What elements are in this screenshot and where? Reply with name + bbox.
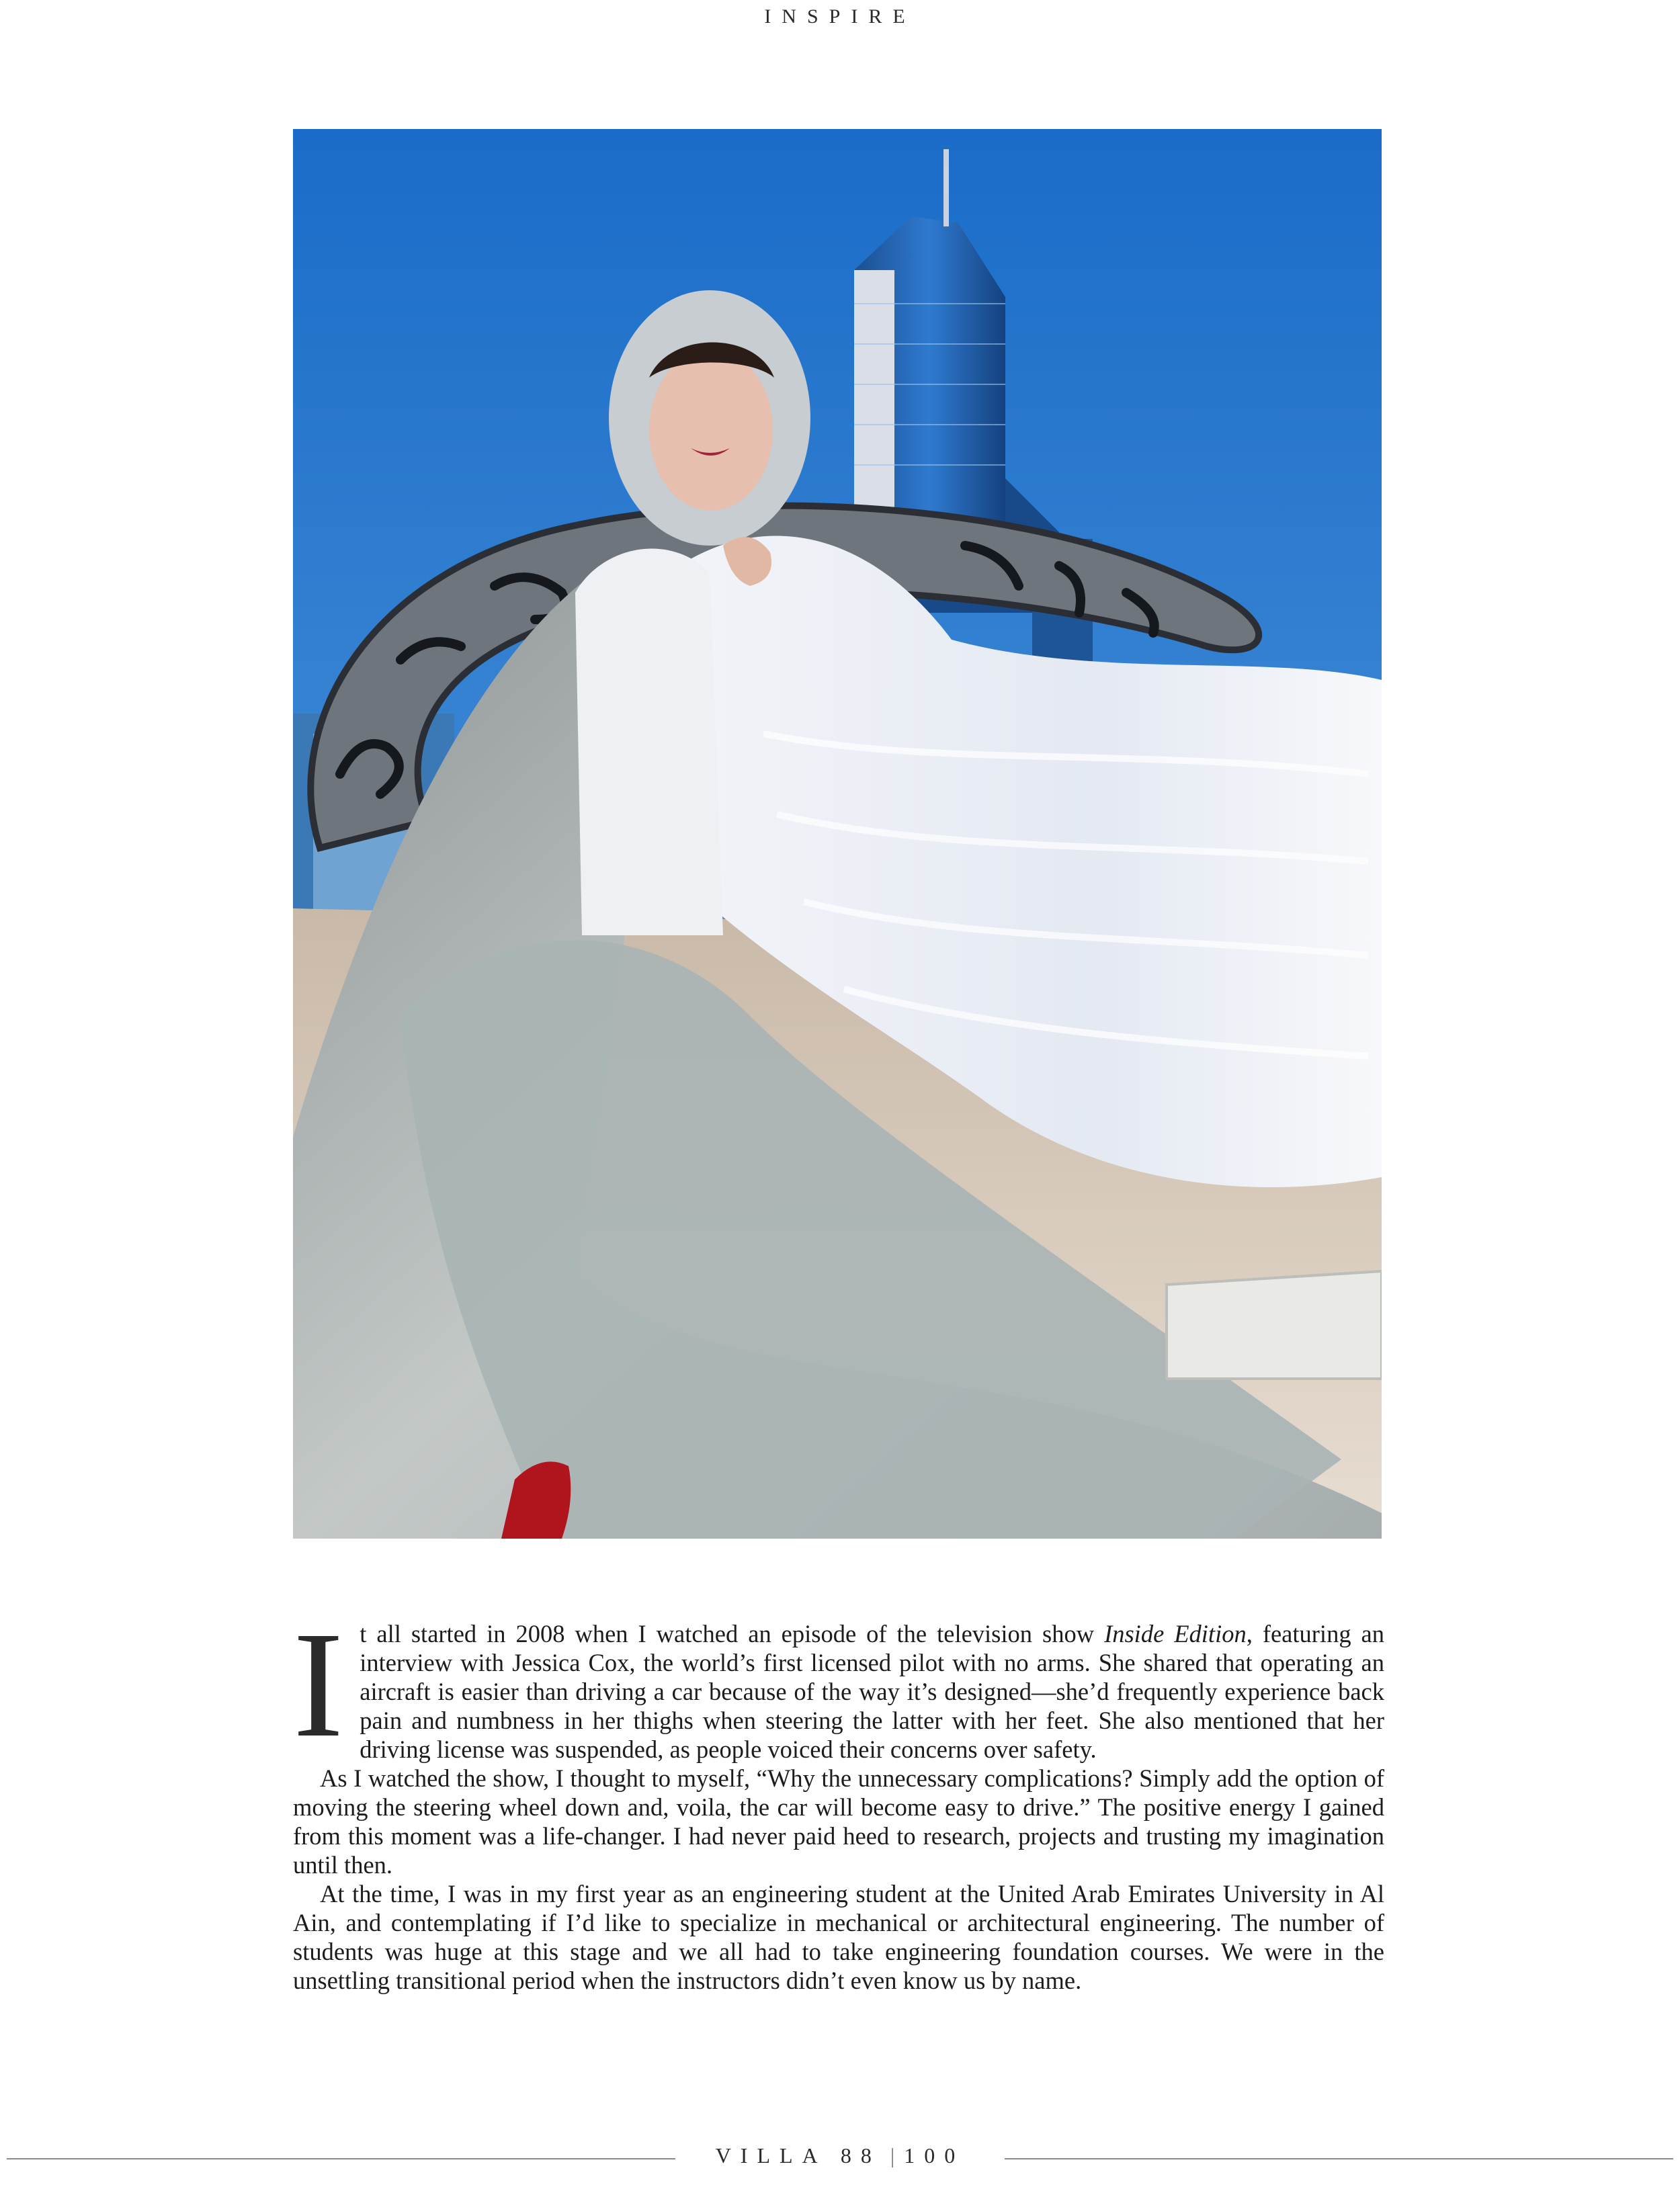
paragraph-1-text-b: , featuring an interview with Jessica Cox, the world’s first licensed pilot with no arms. She shared that operating an aircraft is easier than driving a car because of the way it’s designed—she’d frequently experience back pain and numbness in her thighs when steering the latter with her feet. She also mentioned that her driving license was suspended, as people voiced their concerns over safety.	[360, 1620, 1384, 1763]
folio-separator: |	[890, 2143, 895, 2168]
feature-photo	[293, 129, 1382, 1539]
section-label: INSPIRE	[764, 5, 916, 28]
magazine-name: VILLA 88	[715, 2143, 881, 2168]
article-paragraph-3: At the time, I was in my first year as an engineering student at the United Arab Emirates University in Al Ain, and contemplating if I’d like to specialize in mechanical or architectural engineering. The number of students was huge at this stage and we all had to take engineering foundation courses. We were in the unsettling transitional period when the instructors didn’t even know us by name.	[293, 1880, 1384, 1994]
footer-rule-left	[7, 2158, 675, 2159]
footer-folio	[679, 2143, 1001, 2168]
drop-cap: I	[293, 1600, 344, 1768]
article-body	[293, 1600, 1384, 1995]
article-paragraph-2: As I watched the show, I thought to myself, “Why the unnecessary complications? Simply add the option of moving the steering wheel down and, voila, the car will become easy to drive.” The positive energy I gained from this moment was a life-changer. I had never paid heed to research, projects and trusting my imagination until then.	[293, 1764, 1384, 1879]
article-paragraph-1	[293, 1600, 1384, 1768]
page-number: 100	[904, 2143, 965, 2168]
show-title: Inside Edition	[1104, 1620, 1247, 1647]
page-footer	[0, 2143, 1680, 2177]
footer-rule-right	[1005, 2158, 1673, 2159]
paragraph-1-text-a: t all started in 2008 when I watched an episode of the television show	[360, 1620, 1105, 1647]
